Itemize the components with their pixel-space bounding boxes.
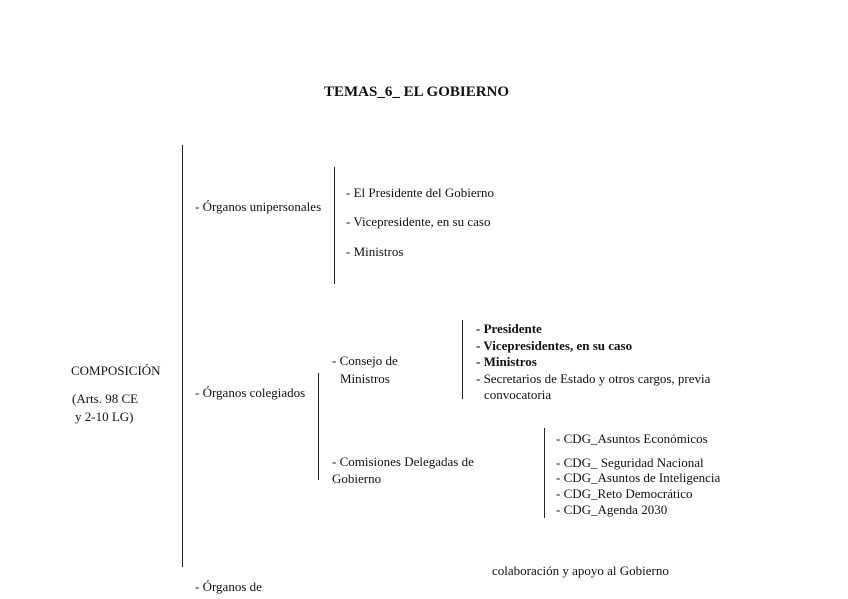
consejo-secretarios-line2: convocatoria — [484, 387, 552, 402]
unipersonal-item: - Ministros — [346, 244, 404, 259]
consejo-member-item: - Vicepresidentes, en su caso — [476, 338, 633, 353]
main-bracket-line — [182, 145, 183, 567]
consejo-secretarios-line1: - Secretarios de Estado y otros cargos, previa — [476, 371, 711, 386]
composicion-ref-line1: (Arts. 98 CE — [72, 391, 139, 406]
consejo-label-line1: - Consejo de — [332, 353, 398, 368]
colaboracion-note: colaboración y apoyo al Gobierno — [492, 563, 669, 578]
cdg-item: - CDG_Asuntos de Inteligencia — [556, 470, 721, 485]
colegiados-bracket-line — [318, 373, 319, 480]
cdg-item: - CDG_Reto Democrático — [556, 486, 693, 501]
consejo-member-item: - Presidente — [476, 321, 542, 336]
organos-de-label: - Órganos de — [195, 579, 262, 594]
cdg-item: - CDG_ Seguridad Nacional — [556, 455, 704, 470]
cdg-item: - CDG_Asuntos Económicos — [556, 431, 708, 446]
comisiones-bracket-line — [544, 428, 545, 518]
comisiones-label-line1: - Comisiones Delegadas de — [332, 454, 474, 469]
composicion-ref-line2: y 2-10 LG) — [75, 409, 134, 424]
page-title: TEMAS_6_ EL GOBIERNO — [324, 84, 510, 100]
consejo-label-line2: Ministros — [340, 371, 390, 386]
unipersonales-bracket-line — [334, 167, 335, 284]
consejo-bracket-line — [462, 320, 463, 399]
unipersonal-item: - El Presidente del Gobierno — [346, 185, 495, 200]
organos-colegiados-label: - Órganos colegiados — [195, 385, 306, 400]
comisiones-label-line2: Gobierno — [332, 471, 382, 486]
composicion-label: COMPOSICIÓN — [71, 363, 161, 378]
consejo-member-item: - Ministros — [476, 354, 537, 369]
organos-unipersonales-label: - Órganos unipersonales — [195, 199, 322, 214]
unipersonal-item: - Vicepresidente, en su caso — [346, 214, 491, 229]
cdg-item: - CDG_Agenda 2030 — [556, 502, 668, 517]
